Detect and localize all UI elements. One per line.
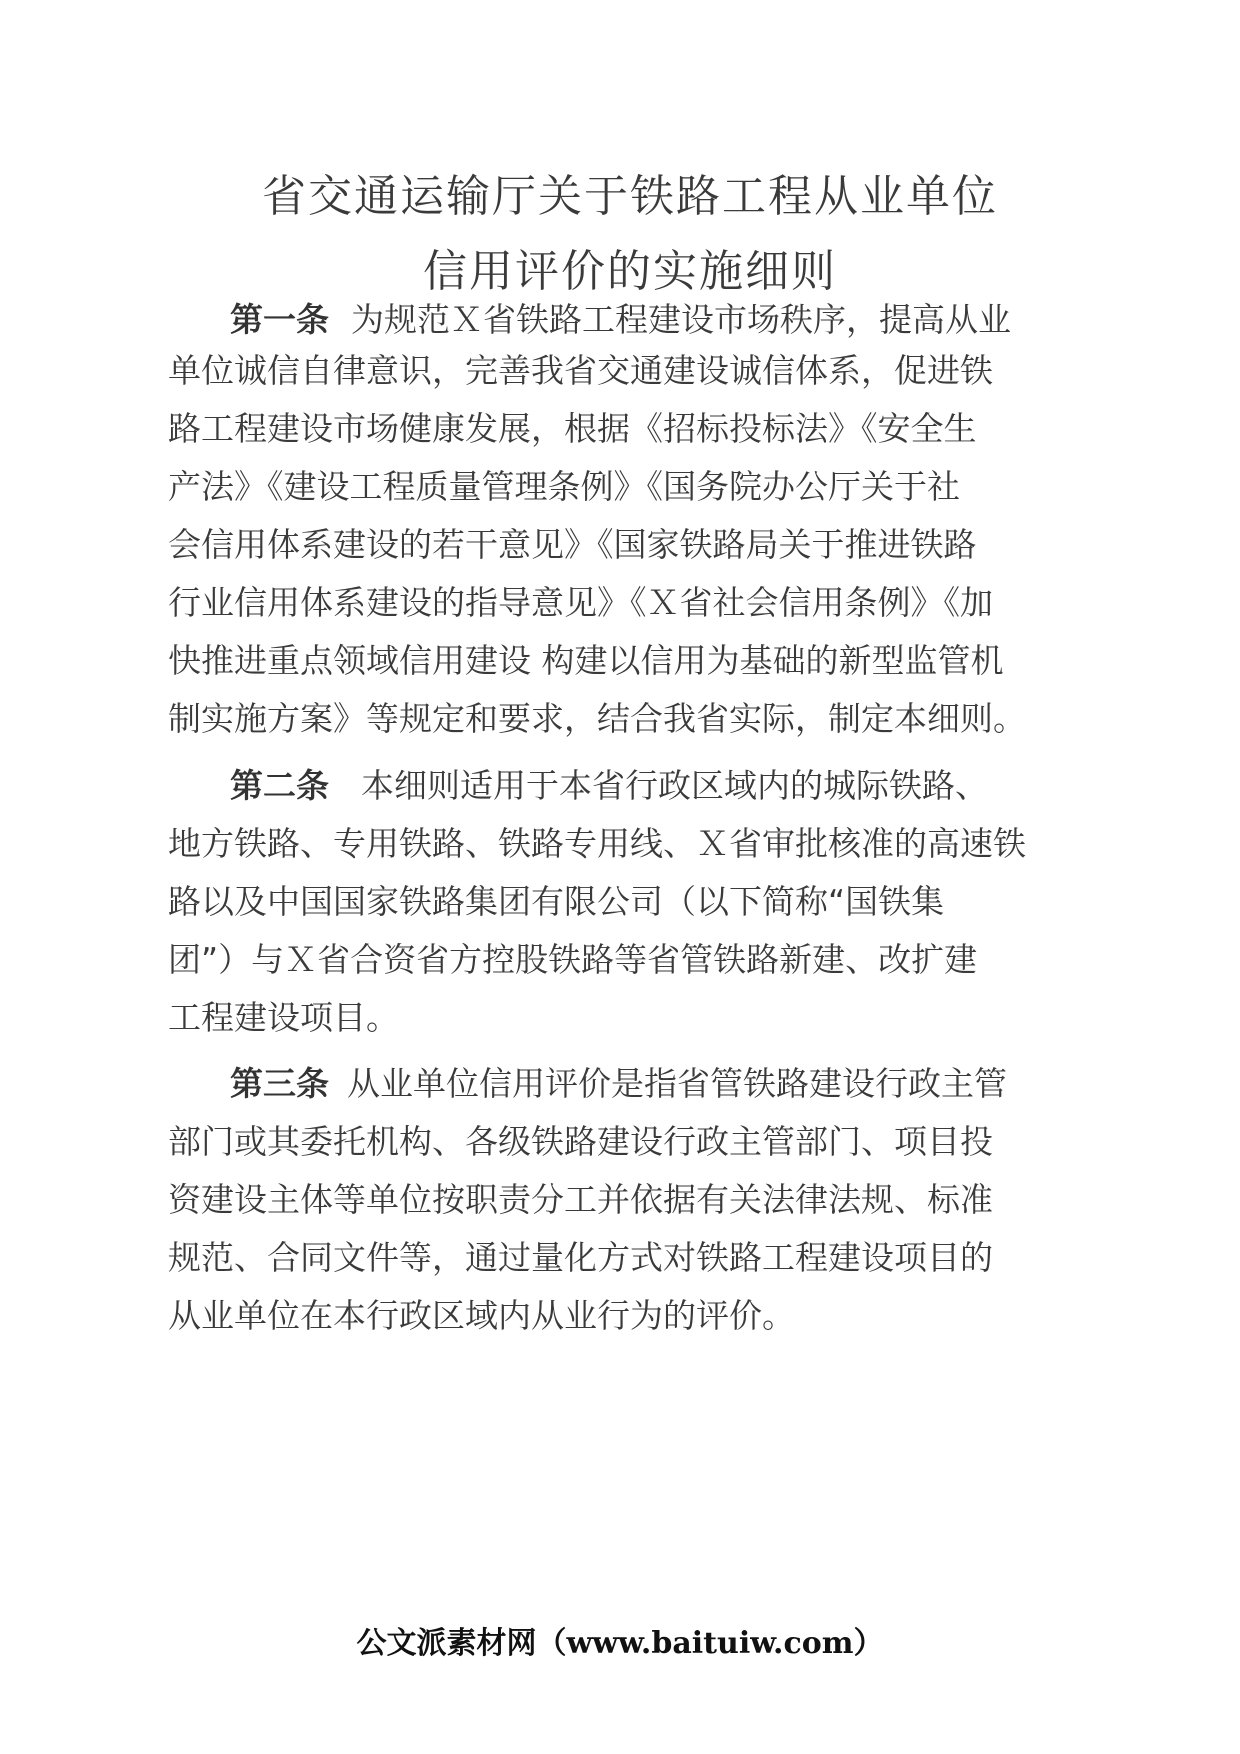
article-3-label: 第三条: [230, 1064, 329, 1103]
article-1-line-3: 路工程建设市场健康发展，根据《招标投标法》《安全生: [168, 409, 977, 448]
article-2-line-2: 地方铁路、专用铁路、铁路专用线、Ｘ省审批核准的高速铁: [168, 824, 1026, 863]
article-2-line-1: [230, 762, 988, 810]
article-2-line-5: 工程建设项目。: [168, 998, 399, 1037]
article-3-line-2: 部门或其委托机构、各级铁路建设行政主管部门、项目投: [168, 1122, 993, 1161]
article-3-line-1: [230, 1060, 1007, 1108]
article-1-line-7: 快推进重点领域信用建设 构建以信用为基础的新型监管机: [168, 641, 1004, 680]
article-1-line-4: 产法》《建设工程质量管理条例》《国务院办公厅关于社: [168, 467, 960, 506]
article-3-line-3: 资建设主体等单位按职责分工并依据有关法律法规、标准: [168, 1180, 993, 1219]
article-1-text: 为规范Ｘ省铁路工程建设市场秩序，提高从业: [351, 300, 1011, 339]
article-1-line-8: 制实施方案》等规定和要求，结合我省实际，制定本细则。: [168, 699, 1026, 738]
article-1-line-5: 会信用体系建设的若干意见》《国家铁路局关于推进铁路: [168, 525, 977, 564]
article-2-line-3: 路以及中国国家铁路集团有限公司（以下简称“国铁集: [168, 882, 945, 921]
footer-source: 公文派素材网（www.baituiw.com）: [356, 1626, 884, 1661]
article-1-label: 第一条: [230, 300, 329, 339]
article-3-line-5: 从业单位在本行政区域内从业行为的评价。: [168, 1296, 795, 1335]
article-2-label: 第二条: [230, 766, 329, 805]
article-3-text: 从业单位信用评价是指省管铁路建设行政主管: [347, 1064, 1007, 1103]
article-3-line-4: 规范、合同文件等，通过量化方式对铁路工程建设项目的: [168, 1238, 993, 1277]
article-1-line-1: [230, 296, 1011, 344]
document-title-line-2: 信用评价的实施细则: [423, 246, 837, 297]
article-1-line-6: 行业信用体系建设的指导意见》《Ｘ省社会信用条例》《加: [168, 583, 993, 622]
article-2-line-4: 团”）与Ｘ省合资省方控股铁路等省管铁路新建、改扩建: [168, 940, 978, 979]
article-1-line-2: 单位诚信自律意识，完善我省交通建设诚信体系，促进铁: [168, 351, 993, 390]
document-title-line-1: 省交通运输厅关于铁路工程从业单位: [262, 171, 998, 222]
article-2-text: 本细则适用于本省行政区域内的城际铁路、: [361, 766, 988, 805]
